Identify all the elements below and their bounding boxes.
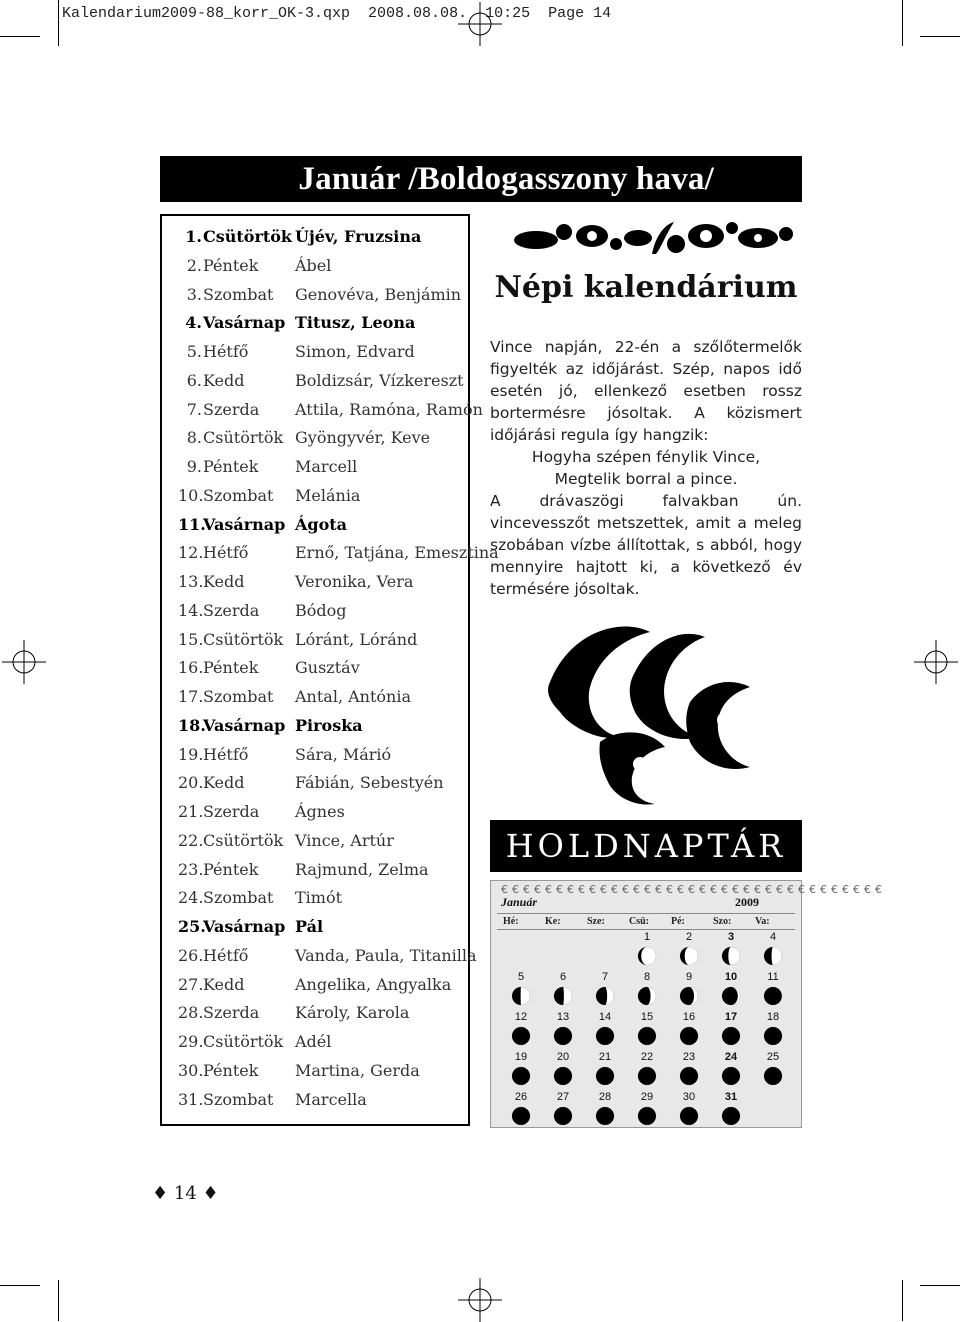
crop-mark <box>920 36 960 37</box>
weekday: Vasárnap <box>203 514 286 534</box>
moon-day-number: 15 <box>640 1011 654 1023</box>
name-days: Adél <box>295 1032 332 1051</box>
moon-day <box>543 971 583 1011</box>
moon-phase-icon <box>721 1026 741 1046</box>
day-row <box>178 630 468 658</box>
moon-day-number: 6 <box>559 971 567 983</box>
moon-phase-icon <box>595 986 615 1006</box>
day-row <box>178 773 468 801</box>
crop-mark <box>920 1285 960 1286</box>
moon-phase-icon <box>679 986 699 1006</box>
day-number: 20. <box>178 773 204 793</box>
moon-day <box>753 971 793 1011</box>
day-number: 27. <box>178 974 204 994</box>
day-number: 8. <box>186 428 202 448</box>
weekday: Kedd <box>203 370 245 390</box>
day-row <box>178 716 468 744</box>
moon-day-number: 16 <box>682 1011 696 1023</box>
day-number: 16. <box>178 658 204 678</box>
moon-phase-icon <box>553 986 573 1006</box>
registration-mark-icon <box>2 640 46 684</box>
name-days: Újév, Fruzsina <box>295 227 422 246</box>
crop-mark <box>902 0 903 46</box>
moon-day <box>753 931 793 971</box>
moon-calendar <box>490 880 886 1128</box>
name-days: Ágnes <box>295 802 345 821</box>
moon-day-number: 12 <box>514 1011 528 1023</box>
day-row <box>178 399 483 428</box>
holdnaptar-heading: HOLDNAPTÁR <box>505 827 787 865</box>
moon-day <box>627 931 667 971</box>
moon-day-number: 31 <box>724 1091 738 1103</box>
moon-day-number: 4 <box>769 931 777 943</box>
day-number: 19. <box>178 744 204 764</box>
weekday: Péntek <box>203 658 259 678</box>
day-number: 15. <box>178 629 204 649</box>
day-row <box>178 975 468 1003</box>
moon-day-number: 7 <box>601 971 609 983</box>
moon-day <box>669 931 709 971</box>
verse-line: Megtelik borral a pince. <box>554 470 738 488</box>
moon-day-number: 25 <box>766 1051 780 1063</box>
moon-phase-icon <box>637 946 657 966</box>
weekday: Hétfő <box>203 744 249 764</box>
day-number: 30. <box>178 1060 204 1080</box>
weekday: Vasárnap <box>203 917 286 936</box>
moon-day <box>585 1011 625 1051</box>
name-days: Bódog <box>295 600 347 620</box>
day-number: 28. <box>178 1003 204 1023</box>
moon-calendar-month: Január <box>501 895 538 909</box>
weekday: Kedd <box>203 572 245 591</box>
nepi-kalendarium-text <box>490 336 802 600</box>
name-days: Angelika, Angyalka <box>295 974 452 994</box>
weekday: Péntek <box>203 255 259 275</box>
day-row <box>178 1032 468 1060</box>
spiral-binding: €€€€€€€€€€€€€€€€€€€€€€€€€€€€€€€€€€€ <box>501 883 886 896</box>
weekday: Kedd <box>203 773 245 793</box>
day-row <box>178 601 468 629</box>
moon-day-number: 13 <box>556 1011 570 1023</box>
moon-day <box>627 1011 667 1051</box>
nepi-paragraph: Vince napján, 22-én a szőlőtermelők figyelték az időjárást. Szép, napos idő esetén jó, ellenkező esetben rossz bortermésre jósoltak. A közismert időjárási regula így hangzik: <box>490 338 802 444</box>
moon-phase-icon <box>721 1066 741 1086</box>
diamond-icon: ♦ <box>152 1183 169 1204</box>
moon-phase-icon <box>763 1026 783 1046</box>
moon-day-number: 23 <box>682 1051 696 1063</box>
moon-day <box>711 931 751 971</box>
weekday: Szombat <box>203 1089 274 1109</box>
moon-phase-icon <box>637 1066 657 1086</box>
moon-day <box>543 1051 583 1091</box>
moon-day-number: 5 <box>517 971 525 983</box>
moon-day <box>585 1091 625 1131</box>
day-row <box>178 572 468 600</box>
moon-phase-icon <box>721 946 741 966</box>
weekday: Péntek <box>203 1060 259 1080</box>
page-number-value: 14 <box>173 1183 197 1204</box>
name-days: Simon, Edvard <box>295 342 415 361</box>
weekday: Szombat <box>203 888 274 908</box>
moon-phase-icon <box>637 1026 657 1046</box>
weekday-header: Szo: <box>713 916 732 927</box>
name-days: Ernő, Tatjána, Emesztina <box>295 543 499 563</box>
day-row <box>178 860 468 888</box>
weekday: Szerda <box>203 1003 260 1023</box>
floral-ornament-icon <box>506 214 798 262</box>
weekday: Szombat <box>203 284 274 304</box>
weekday: Péntek <box>203 457 259 476</box>
moon-phase-icon <box>511 1066 531 1086</box>
nepi-paragraph: A drávaszögi falvakban ún. vincevesszőt metszettek, amit a meleg szobában vízbe állítottak, s abból, hogy mennyire hajtott ki, a következő év termésére jósoltak. <box>490 492 802 598</box>
day-number: 25. <box>178 917 206 936</box>
name-days: Fábián, Sebestyén <box>295 773 444 793</box>
weekday: Szerda <box>203 802 260 821</box>
moon-phase-icon <box>679 1026 699 1046</box>
moon-day-number: 10 <box>724 971 738 983</box>
moon-phase-icon <box>511 1026 531 1046</box>
weekday-header: Csü: <box>629 916 650 927</box>
registration-mark-icon <box>458 1278 502 1322</box>
moon-phase-icon <box>763 946 783 966</box>
moon-phase-icon <box>679 946 699 966</box>
moon-day-number: 9 <box>685 971 693 983</box>
moon-phase-icon <box>679 1106 699 1126</box>
name-days: Antal, Antónia <box>295 687 411 706</box>
name-days: Martina, Gerda <box>295 1060 420 1080</box>
moon-phase-icon <box>721 986 741 1006</box>
moon-phase-icon <box>595 1066 615 1086</box>
name-days: Titusz, Leona <box>295 313 416 333</box>
day-number: 14. <box>178 600 204 620</box>
weekday: Csütörtök <box>203 1032 284 1051</box>
day-number: 22. <box>178 830 204 850</box>
crop-mark <box>902 1280 903 1321</box>
month-title: Január /Boldogasszony hava/ <box>298 160 714 197</box>
day-row <box>178 1061 468 1089</box>
day-row <box>178 1003 468 1031</box>
day-number: 11. <box>178 514 206 534</box>
day-row <box>178 888 468 916</box>
weekday: Hétfő <box>203 543 249 563</box>
moon-day <box>627 1091 667 1131</box>
moon-day <box>501 1091 541 1131</box>
moon-day-number: 22 <box>640 1051 654 1063</box>
moon-day-number: 19 <box>514 1051 528 1063</box>
moon-day <box>501 971 541 1011</box>
weekday: Vasárnap <box>203 313 286 333</box>
day-number: 18. <box>178 715 206 735</box>
moon-phase-icon <box>763 1066 783 1086</box>
moon-phase-icon <box>637 986 657 1006</box>
moon-day <box>627 1051 667 1091</box>
month-title-bar <box>160 156 802 202</box>
moon-day <box>501 1051 541 1091</box>
registration-mark-icon <box>458 2 502 46</box>
name-days: Sára, Márió <box>295 744 392 764</box>
moon-day-number: 18 <box>766 1011 780 1023</box>
moon-calendar-year: 2009 <box>735 895 759 909</box>
name-days: Pál <box>295 917 324 936</box>
name-days: Lóránt, Lóránd <box>295 629 418 649</box>
day-row <box>178 945 477 974</box>
moon-phase-icon <box>637 1106 657 1126</box>
day-number: 24. <box>178 888 204 908</box>
name-days: Marcella <box>295 1089 367 1109</box>
moon-day-number: 11 <box>767 971 779 983</box>
day-number: 26. <box>178 945 204 965</box>
weekday: Szombat <box>203 687 274 706</box>
moon-day <box>585 1051 625 1091</box>
day-number: 4. <box>185 313 202 333</box>
holdnaptar-heading-bar <box>490 820 802 872</box>
moon-day-number: 29 <box>640 1091 654 1103</box>
moon-day <box>585 971 625 1011</box>
moon-day <box>669 1051 709 1091</box>
day-row <box>178 802 468 830</box>
day-number: 17. <box>178 687 204 706</box>
divider <box>497 913 795 914</box>
moon-phase-icon <box>511 986 531 1006</box>
name-days: Gusztáv <box>295 658 360 678</box>
moon-day-number: 26 <box>514 1091 528 1103</box>
moon-day-number: 27 <box>556 1091 570 1103</box>
day-row <box>178 486 468 514</box>
name-days: Vanda, Paula, Titanilla <box>295 945 477 965</box>
moon-day <box>711 1091 751 1131</box>
moon-day <box>753 1011 793 1051</box>
weekday: Hétfő <box>203 342 249 361</box>
moon-phase-icon <box>553 1066 573 1086</box>
moon-day <box>753 1051 793 1091</box>
name-days: Attila, Ramóna, Ramón <box>295 399 483 419</box>
day-number: 1. <box>185 227 202 246</box>
moon-day-number: 28 <box>598 1091 612 1103</box>
day-number: 13. <box>178 572 204 591</box>
moon-day <box>669 971 709 1011</box>
day-number: 21. <box>178 802 204 821</box>
day-number: 2. <box>186 255 202 275</box>
name-days: Károly, Karola <box>295 1003 410 1023</box>
moon-day <box>711 971 751 1011</box>
moon-day-number: 20 <box>556 1051 570 1063</box>
crop-mark <box>0 36 40 37</box>
weekday: Csütörtök <box>203 428 284 448</box>
moon-day <box>627 971 667 1011</box>
moon-day-number: 24 <box>724 1051 738 1063</box>
moon-day-number: 30 <box>682 1091 696 1103</box>
day-number: 12. <box>178 543 204 563</box>
day-row <box>178 658 468 686</box>
day-number: 5. <box>186 342 202 361</box>
day-row <box>178 1090 468 1118</box>
moon-phase-icon <box>553 1106 573 1126</box>
name-days: Rajmund, Zelma <box>295 859 429 879</box>
moon-day-number: 8 <box>643 971 651 983</box>
name-days: Piroska <box>295 715 363 735</box>
moon-day <box>669 1011 709 1051</box>
swirl-ornament-icon <box>540 612 762 807</box>
moon-phase-icon <box>595 1106 615 1126</box>
moon-day <box>669 1091 709 1131</box>
day-row <box>178 745 468 773</box>
moon-phase-icon <box>679 1066 699 1086</box>
name-days: Ágota <box>295 514 348 534</box>
moon-phase-icon <box>511 1106 531 1126</box>
moon-day <box>711 1051 751 1091</box>
weekday-header: Sze: <box>587 916 605 927</box>
day-row <box>178 543 499 571</box>
day-row <box>178 342 468 370</box>
moon-phase-icon <box>595 1026 615 1046</box>
crop-mark <box>0 1285 40 1286</box>
moon-day <box>501 1011 541 1051</box>
diamond-icon: ♦ <box>202 1183 219 1204</box>
weekday: Csütörtök <box>203 830 284 850</box>
name-days: Ábel <box>295 255 332 275</box>
moon-day-number: 17 <box>724 1011 738 1023</box>
name-days: Boldizsár, Vízkereszt <box>295 370 464 390</box>
name-days: Timót <box>295 888 343 908</box>
day-row <box>178 227 468 255</box>
day-number: 23. <box>178 859 204 879</box>
moon-phase-icon <box>721 1106 741 1126</box>
day-row <box>178 917 468 945</box>
moon-day-number: 14 <box>598 1011 612 1023</box>
day-number: 3. <box>186 284 202 304</box>
day-number: 9. <box>186 457 202 476</box>
moon-phase-icon <box>553 1026 573 1046</box>
moon-day-number: 21 <box>598 1051 612 1063</box>
divider <box>497 929 795 930</box>
day-number: 6. <box>186 370 202 390</box>
registration-mark-icon <box>914 640 958 684</box>
day-row <box>178 457 468 485</box>
verse-line: Hogyha szépen fénylik Vince, <box>531 448 761 466</box>
weekday-header: Ke: <box>545 916 561 927</box>
weekday: Péntek <box>203 859 259 879</box>
weekday: Szerda <box>203 399 260 419</box>
name-days: Melánia <box>295 485 361 505</box>
day-row <box>178 687 468 715</box>
weekday: Hétfő <box>203 945 249 965</box>
day-row <box>178 428 468 456</box>
day-row <box>178 313 468 341</box>
moon-day-number: 3 <box>727 931 735 943</box>
moon-day-number: 1 <box>643 931 651 943</box>
day-row <box>178 371 468 399</box>
weekday-header: Hé: <box>503 916 519 927</box>
crop-mark <box>58 1280 59 1321</box>
weekday: Szerda <box>203 600 260 620</box>
weekday: Szombat <box>203 485 274 505</box>
page-number <box>152 1183 219 1204</box>
moon-day <box>543 1091 583 1131</box>
crop-mark <box>58 0 59 46</box>
day-row <box>178 256 468 284</box>
name-days: Vince, Artúr <box>295 830 394 850</box>
name-day-table <box>160 214 499 1126</box>
nepi-kalendarium-heading: Népi kalendárium <box>494 270 798 305</box>
moon-day-number: 2 <box>685 931 693 943</box>
day-number: 29. <box>178 1032 204 1051</box>
day-row <box>178 831 468 859</box>
weekday-header: Va: <box>755 916 770 927</box>
day-row <box>178 515 468 543</box>
moon-day <box>543 1011 583 1051</box>
name-days: Marcell <box>295 457 358 476</box>
name-days: Veronika, Vera <box>295 572 414 591</box>
moon-phase-icon <box>763 986 783 1006</box>
weekday: Csütörtök <box>203 227 293 246</box>
weekday: Kedd <box>203 974 245 994</box>
day-row <box>178 285 468 313</box>
moon-day <box>711 1011 751 1051</box>
day-number: 10. <box>178 485 204 505</box>
day-number: 31. <box>178 1089 204 1109</box>
name-days: Gyöngyvér, Keve <box>295 428 431 448</box>
weekday: Csütörtök <box>203 629 284 649</box>
weekday: Vasárnap <box>203 715 286 735</box>
name-days: Genovéva, Benjámin <box>295 284 462 304</box>
print-slug: Kalendarium2009-88_korr_OK-3.qxp 2008.08.08. 10:25 Page 14 <box>62 5 612 22</box>
weekday-header: Pé: <box>671 916 685 927</box>
day-number: 7. <box>186 399 202 419</box>
